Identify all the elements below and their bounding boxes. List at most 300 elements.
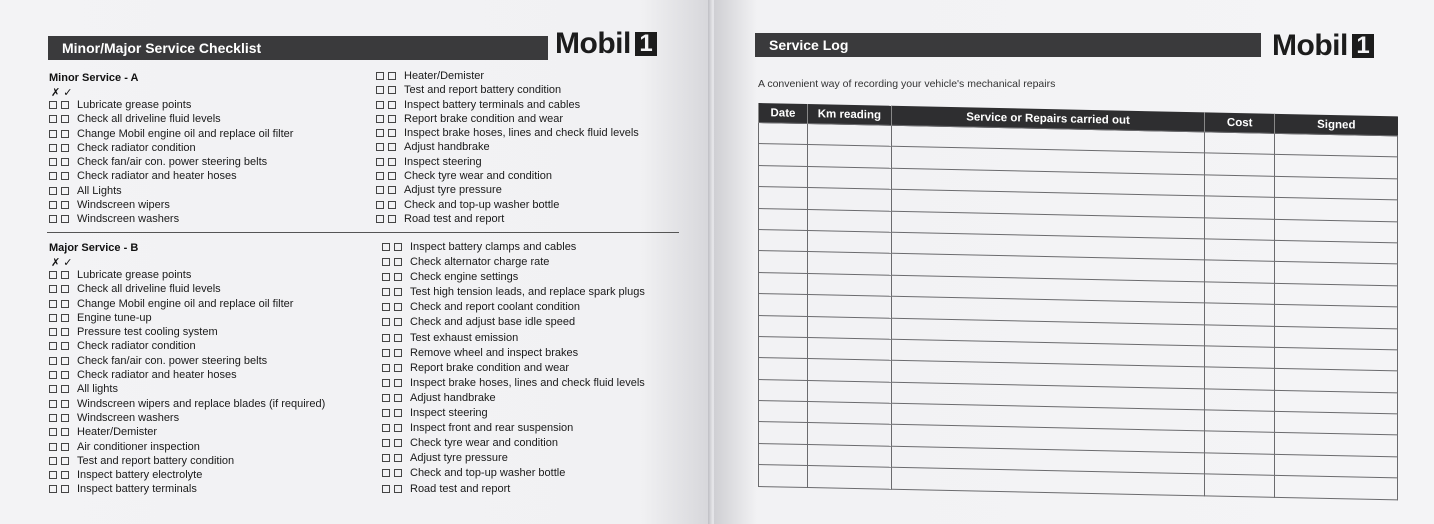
- checklist-item: [49, 141, 293, 155]
- checkbox-not-done[interactable]: [49, 443, 57, 451]
- signed-cell[interactable]: [1275, 283, 1398, 307]
- section-divider: [47, 232, 679, 233]
- date-cell[interactable]: [759, 379, 808, 401]
- logo-number: 1: [1352, 34, 1374, 58]
- km-reading-cell[interactable]: [807, 444, 891, 467]
- checklist-item: [49, 339, 325, 353]
- checklist-item-label: Windscreen wipers and replace blades (if required): [77, 397, 326, 410]
- checklist-item: [49, 282, 325, 296]
- checkbox-not-done[interactable]: [382, 243, 390, 251]
- checkbox-not-done[interactable]: [49, 428, 57, 436]
- checkbox-done[interactable]: [388, 86, 396, 94]
- cost-cell[interactable]: [1205, 153, 1275, 176]
- checkbox-not-done[interactable]: [49, 485, 57, 493]
- cost-cell[interactable]: [1205, 410, 1275, 433]
- checkbox-done[interactable]: [388, 186, 396, 194]
- checkbox-not-done[interactable]: [382, 394, 390, 402]
- checkbox-not-done[interactable]: [49, 385, 57, 393]
- cost-cell[interactable]: [1205, 196, 1275, 219]
- mobil-logo-left: [555, 29, 657, 59]
- checklist-item-label: Check tyre wear and condition: [410, 437, 558, 450]
- checkbox-done[interactable]: [61, 130, 69, 138]
- checklist-item: [382, 255, 645, 270]
- checklist-item-label: Road test and report: [404, 212, 505, 225]
- checklist-item: [49, 268, 325, 282]
- checkbox-done[interactable]: [394, 273, 402, 281]
- checklist-item: [49, 440, 325, 454]
- checkbox-not-done[interactable]: [382, 364, 390, 372]
- checkbox-done[interactable]: [61, 414, 69, 422]
- checklist-item: [49, 127, 293, 141]
- checkbox-not-done[interactable]: [49, 144, 57, 152]
- checkbox-not-done[interactable]: [49, 400, 57, 408]
- checkbox-not-done[interactable]: [49, 158, 57, 166]
- signed-cell[interactable]: [1275, 240, 1398, 264]
- checklist-item-label: Adjust handbrake: [410, 391, 496, 404]
- checkbox-done[interactable]: [394, 318, 402, 326]
- checkbox-done[interactable]: [61, 400, 69, 408]
- checkbox-not-done[interactable]: [49, 414, 57, 422]
- checklist-item: [382, 466, 645, 481]
- signed-cell[interactable]: [1275, 411, 1398, 435]
- checkbox-done[interactable]: [61, 285, 69, 293]
- major-tick-legend: ✗ ✓: [51, 257, 73, 269]
- checklist-item-label: Check engine settings: [410, 271, 519, 284]
- checklist-item: [376, 112, 639, 126]
- checklist-item-label: Road test and report: [410, 482, 511, 495]
- cost-cell[interactable]: [1205, 260, 1275, 283]
- checkbox-done[interactable]: [61, 172, 69, 180]
- checkbox-not-done[interactable]: [382, 469, 390, 477]
- checklist-item: [49, 468, 325, 482]
- checkbox-done[interactable]: [388, 101, 396, 109]
- checkbox-done[interactable]: [61, 457, 69, 465]
- checkbox-not-done[interactable]: [382, 454, 390, 462]
- checkbox-done[interactable]: [394, 288, 402, 296]
- checkbox-not-done[interactable]: [382, 379, 390, 387]
- checklist-item-label: Check radiator and heater hoses: [77, 369, 237, 382]
- checklist-item: [49, 354, 325, 368]
- checkbox-not-done[interactable]: [49, 101, 57, 109]
- checklist-item-label: Lubricate grease points: [77, 269, 192, 281]
- checkbox-done[interactable]: [394, 424, 402, 432]
- signed-cell[interactable]: [1275, 304, 1398, 328]
- date-cell[interactable]: [759, 401, 808, 423]
- signed-cell[interactable]: [1275, 133, 1398, 157]
- checkbox-done[interactable]: [394, 394, 402, 402]
- checklist-item-label: Inspect battery electrolyte: [77, 469, 203, 482]
- checkbox-not-done[interactable]: [382, 349, 390, 357]
- signed-cell[interactable]: [1275, 476, 1398, 500]
- date-cell[interactable]: [759, 144, 808, 166]
- checkbox-not-done[interactable]: [49, 328, 57, 336]
- date-cell[interactable]: [759, 187, 808, 209]
- signed-cell[interactable]: [1275, 369, 1398, 393]
- cost-cell[interactable]: [1205, 303, 1275, 326]
- checklist-item-label: Remove wheel and inspect brakes: [410, 346, 579, 359]
- checkbox-not-done[interactable]: [49, 457, 57, 465]
- checkbox-done[interactable]: [388, 143, 396, 151]
- service-log-header-bar: [755, 33, 1261, 57]
- checklist-item-label: Change Mobil engine oil and replace oil filter: [77, 127, 294, 140]
- checklist-item-label: Adjust tyre pressure: [404, 184, 502, 197]
- service-log-title: Service Log: [769, 37, 849, 53]
- cost-cell[interactable]: [1205, 431, 1275, 454]
- checkbox-done[interactable]: [61, 101, 69, 109]
- checkbox-done[interactable]: [394, 469, 402, 477]
- checklist-title: Minor/Major Service Checklist: [62, 40, 262, 56]
- checklist-item-label: Inspect brake hoses, lines and check fluid levels: [404, 127, 639, 140]
- km-reading-cell[interactable]: [807, 316, 891, 339]
- checklist-item: [49, 297, 325, 311]
- signed-cell[interactable]: [1275, 454, 1398, 478]
- checklist-item: [376, 198, 639, 212]
- checklist-item: [382, 436, 645, 451]
- date-cell[interactable]: [759, 272, 808, 294]
- checkbox-not-done[interactable]: [49, 342, 57, 350]
- checkbox-done[interactable]: [388, 129, 396, 137]
- checklist-item-label: Check and top-up washer bottle: [410, 467, 566, 480]
- checklist-item-label: Inspect battery terminals and cables: [404, 98, 581, 111]
- km-reading-cell[interactable]: [807, 402, 891, 425]
- checkbox-not-done[interactable]: [49, 471, 57, 479]
- checkbox-not-done[interactable]: [49, 201, 57, 209]
- checkbox-not-done[interactable]: [382, 485, 390, 493]
- cost-cell[interactable]: [1205, 389, 1275, 412]
- checklist-item-label: Pressure test cooling system: [77, 326, 218, 339]
- cost-cell[interactable]: [1205, 474, 1275, 497]
- km-reading-cell[interactable]: [807, 209, 891, 232]
- checklist-item: [382, 421, 645, 436]
- checklist-item: [382, 376, 645, 391]
- date-cell[interactable]: [759, 229, 808, 251]
- checklist-item: [382, 331, 645, 346]
- checkbox-not-done[interactable]: [382, 288, 390, 296]
- km-reading-cell[interactable]: [807, 124, 891, 147]
- cost-cell[interactable]: [1205, 367, 1275, 390]
- checkbox-not-done[interactable]: [376, 115, 384, 123]
- checklist-item: [49, 155, 293, 169]
- col-header-cost: Cost: [1205, 112, 1275, 133]
- km-reading-cell[interactable]: [807, 230, 891, 253]
- cost-cell[interactable]: [1205, 175, 1275, 198]
- checkbox-done[interactable]: [61, 471, 69, 479]
- checkbox-done[interactable]: [394, 439, 402, 447]
- checklist-item-label: Engine tune-up: [77, 311, 152, 324]
- checklist-item: [49, 212, 293, 226]
- checklist-item: [376, 98, 639, 112]
- checkbox-done[interactable]: [388, 158, 396, 166]
- checklist-item: [382, 361, 645, 376]
- checkbox-done[interactable]: [61, 328, 69, 336]
- checkbox-done[interactable]: [61, 443, 69, 451]
- checklist-item: [49, 382, 325, 396]
- checklist-item: [49, 397, 325, 411]
- checkbox-done[interactable]: [388, 72, 396, 80]
- km-reading-cell[interactable]: [807, 273, 891, 296]
- checkbox-not-done[interactable]: [376, 101, 384, 109]
- logo-number: 1: [635, 32, 657, 56]
- checkbox-not-done[interactable]: [49, 115, 57, 123]
- checklist-item: [382, 315, 645, 330]
- checkbox-done[interactable]: [61, 314, 69, 322]
- cost-cell[interactable]: [1205, 239, 1275, 262]
- checklist-item-label: Inspect front and rear suspension: [410, 422, 574, 435]
- checkbox-not-done[interactable]: [376, 158, 384, 166]
- checklist-item-label: All lights: [77, 383, 118, 396]
- checkbox-done[interactable]: [388, 172, 396, 180]
- checklist-item: [49, 411, 325, 425]
- km-reading-cell[interactable]: [807, 380, 891, 403]
- checklist-item: [376, 83, 639, 97]
- checklist-item-label: Windscreen wipers: [77, 199, 170, 212]
- checkbox-done[interactable]: [394, 258, 402, 266]
- checkbox-not-done[interactable]: [382, 258, 390, 266]
- checklist-item: [382, 300, 645, 315]
- km-reading-cell[interactable]: [807, 337, 891, 360]
- checklist-item-label: Check all driveline fluid levels: [77, 113, 221, 126]
- checklist-item: [49, 482, 325, 496]
- checklist-item: [382, 270, 645, 285]
- checkbox-done[interactable]: [61, 428, 69, 436]
- signed-cell[interactable]: [1275, 390, 1398, 414]
- checkbox-done[interactable]: [394, 349, 402, 357]
- checkbox-done[interactable]: [388, 215, 396, 223]
- checklist-item-label: Check and report coolant condition: [410, 301, 580, 314]
- checkbox-not-done[interactable]: [49, 172, 57, 180]
- service-log-page: [714, 0, 1434, 524]
- checkbox-done[interactable]: [394, 243, 402, 251]
- signed-cell[interactable]: [1275, 155, 1398, 179]
- checkbox-not-done[interactable]: [49, 300, 57, 308]
- checkbox-not-done[interactable]: [382, 439, 390, 447]
- col-header-signed: Signed: [1275, 114, 1398, 136]
- cost-cell[interactable]: [1205, 453, 1275, 476]
- checkbox-done[interactable]: [61, 187, 69, 195]
- checklist-item: [376, 140, 639, 154]
- col-header-service: Service or Repairs carried out: [891, 106, 1204, 132]
- checkbox-not-done[interactable]: [49, 285, 57, 293]
- cost-cell[interactable]: [1205, 324, 1275, 347]
- checkbox-not-done[interactable]: [376, 201, 384, 209]
- checkbox-done[interactable]: [61, 115, 69, 123]
- signed-cell[interactable]: [1275, 219, 1398, 243]
- service-log-table: [758, 103, 1398, 500]
- checkbox-not-done[interactable]: [376, 129, 384, 137]
- checkbox-done[interactable]: [394, 454, 402, 462]
- checklist-item-label: Change Mobil engine oil and replace oil filter: [77, 297, 294, 310]
- checklist-item-label: Inspect steering: [404, 155, 482, 168]
- checklist-item-label: Report brake condition and wear: [410, 361, 569, 374]
- checklist-item-label: Check tyre wear and condition: [404, 170, 552, 183]
- checklist-item-label: Heater/Demister: [77, 426, 158, 439]
- km-reading-cell[interactable]: [807, 295, 891, 318]
- checkbox-done[interactable]: [394, 485, 402, 493]
- checkbox-done[interactable]: [61, 300, 69, 308]
- checkbox-not-done[interactable]: [376, 143, 384, 151]
- date-cell[interactable]: [759, 336, 808, 358]
- mobil-logo-right: [1272, 31, 1374, 61]
- cost-cell[interactable]: [1205, 132, 1275, 155]
- checkbox-done[interactable]: [61, 357, 69, 365]
- signed-cell[interactable]: [1275, 176, 1398, 200]
- checklist-item: [382, 285, 645, 300]
- checkbox-not-done[interactable]: [376, 186, 384, 194]
- checkbox-not-done[interactable]: [382, 334, 390, 342]
- checkbox-not-done[interactable]: [382, 424, 390, 432]
- checklist-item: [49, 425, 325, 439]
- cost-cell[interactable]: [1205, 346, 1275, 369]
- checkbox-not-done[interactable]: [382, 273, 390, 281]
- checklist-item-label: Report brake condition and wear: [404, 112, 563, 125]
- checklist-item: [382, 451, 645, 466]
- checklist-item: [49, 169, 293, 183]
- cost-cell[interactable]: [1205, 217, 1275, 240]
- minor-checklist-col1: [49, 98, 293, 227]
- checklist-item-label: Check alternator charge rate: [410, 256, 550, 269]
- checklist-item-label: Windscreen washers: [77, 411, 180, 424]
- minor-checklist-col2: [376, 69, 639, 226]
- checklist-item: [382, 391, 645, 406]
- date-cell[interactable]: [759, 294, 808, 316]
- checklist-item-label: Check radiator condition: [77, 141, 196, 154]
- minor-tick-legend: ✗ ✓: [51, 87, 73, 99]
- checklist-item: [376, 183, 639, 197]
- checklist-item-label: Check and top-up washer bottle: [404, 198, 560, 211]
- checklist-header-bar: [48, 36, 548, 60]
- checklist-item-label: Adjust tyre pressure: [410, 452, 508, 465]
- checklist-item-label: Inspect battery terminals: [77, 483, 197, 496]
- checklist-item: [49, 198, 293, 212]
- checkbox-not-done[interactable]: [49, 215, 57, 223]
- date-cell[interactable]: [759, 358, 808, 380]
- checkbox-done[interactable]: [61, 342, 69, 350]
- checkbox-not-done[interactable]: [49, 357, 57, 365]
- date-cell[interactable]: [759, 165, 808, 187]
- checkbox-done[interactable]: [61, 485, 69, 493]
- checklist-item-label: Check fan/air con. power steering belts: [77, 354, 268, 367]
- checkbox-not-done[interactable]: [49, 271, 57, 279]
- km-reading-cell[interactable]: [807, 423, 891, 446]
- date-cell[interactable]: [759, 422, 808, 444]
- checkbox-not-done[interactable]: [49, 130, 57, 138]
- checklist-item-label: Heater/Demister: [404, 70, 485, 82]
- col-header-date: Date: [759, 103, 808, 124]
- date-cell[interactable]: [759, 443, 808, 465]
- checkbox-done[interactable]: [61, 371, 69, 379]
- checklist-item: [382, 482, 645, 497]
- checklist-item: [49, 368, 325, 382]
- checklist-item: [49, 311, 325, 325]
- checklist-item: [49, 98, 293, 112]
- date-cell[interactable]: [759, 123, 808, 145]
- checkbox-done[interactable]: [61, 215, 69, 223]
- checkbox-done[interactable]: [61, 144, 69, 152]
- signed-cell[interactable]: [1275, 262, 1398, 286]
- checkbox-not-done[interactable]: [49, 187, 57, 195]
- logo-text: Mobil: [1272, 29, 1348, 62]
- checklist-item-label: Check all driveline fluid levels: [77, 283, 221, 296]
- checklist-item: [376, 69, 639, 83]
- cost-cell[interactable]: [1205, 282, 1275, 305]
- checklist-item-label: Test and report battery condition: [77, 454, 235, 467]
- checkbox-not-done[interactable]: [376, 72, 384, 80]
- km-reading-cell[interactable]: [807, 252, 891, 275]
- signed-cell[interactable]: [1275, 197, 1398, 221]
- checkbox-not-done[interactable]: [376, 172, 384, 180]
- checkbox-not-done[interactable]: [49, 371, 57, 379]
- checklist-item-label: Check fan/air con. power steering belts: [77, 156, 268, 169]
- checkbox-done[interactable]: [394, 303, 402, 311]
- checkbox-done[interactable]: [388, 115, 396, 123]
- km-reading-cell[interactable]: [807, 145, 891, 168]
- minor-service-title: Minor Service - A: [49, 72, 139, 84]
- checklist-item-label: Adjust handbrake: [404, 141, 490, 154]
- checklist-item-label: Lubricate grease points: [77, 99, 192, 111]
- date-cell[interactable]: [759, 208, 808, 230]
- checkbox-not-done[interactable]: [376, 215, 384, 223]
- km-reading-cell[interactable]: [807, 359, 891, 382]
- km-reading-cell[interactable]: [807, 166, 891, 189]
- checkbox-done[interactable]: [61, 271, 69, 279]
- checklist-item: [376, 126, 639, 140]
- checklist-item: [376, 212, 639, 226]
- checklist-item-label: Air conditioner inspection: [77, 440, 200, 453]
- checkbox-not-done[interactable]: [382, 318, 390, 326]
- checkbox-not-done[interactable]: [382, 409, 390, 417]
- checkbox-not-done[interactable]: [376, 86, 384, 94]
- checklist-item: [382, 346, 645, 361]
- checklist-page: [0, 0, 712, 524]
- checkbox-done[interactable]: [61, 385, 69, 393]
- checklist-item-label: Check radiator condition: [77, 340, 196, 353]
- checklist-item: [382, 240, 645, 255]
- checkbox-done[interactable]: [394, 364, 402, 372]
- checklist-item-label: Windscreen washers: [77, 213, 180, 226]
- checkbox-done[interactable]: [388, 201, 396, 209]
- checkbox-done[interactable]: [61, 201, 69, 209]
- major-checklist-col1: [49, 268, 325, 497]
- checkbox-not-done[interactable]: [49, 314, 57, 322]
- date-cell[interactable]: [759, 465, 808, 487]
- checklist-item: [49, 112, 293, 126]
- signed-cell[interactable]: [1275, 433, 1398, 457]
- checkbox-done[interactable]: [394, 409, 402, 417]
- checklist-item-label: Test exhaust emission: [410, 331, 519, 344]
- signed-cell[interactable]: [1275, 326, 1398, 350]
- km-reading-cell[interactable]: [807, 188, 891, 211]
- checklist-item-label: Inspect brake hoses, lines and check fluid levels: [410, 376, 645, 389]
- checklist-item-label: Inspect battery clamps and cables: [410, 241, 577, 253]
- major-service-title: Major Service - B: [49, 242, 139, 254]
- checklist-item-label: Check and adjust base idle speed: [410, 316, 576, 329]
- signed-cell[interactable]: [1275, 347, 1398, 371]
- checklist-item-label: Inspect steering: [410, 407, 488, 420]
- checklist-item: [49, 325, 325, 339]
- checkbox-done[interactable]: [394, 379, 402, 387]
- checkbox-not-done[interactable]: [382, 303, 390, 311]
- date-cell[interactable]: [759, 251, 808, 273]
- col-header-km-reading: Km reading: [807, 104, 891, 125]
- km-reading-cell[interactable]: [807, 466, 891, 489]
- checkbox-done[interactable]: [61, 158, 69, 166]
- checklist-item: [376, 169, 639, 183]
- date-cell[interactable]: [759, 315, 808, 337]
- checklist-item: [49, 454, 325, 468]
- checkbox-done[interactable]: [394, 334, 402, 342]
- logo-text: Mobil: [555, 27, 631, 60]
- checklist-item: [376, 155, 639, 169]
